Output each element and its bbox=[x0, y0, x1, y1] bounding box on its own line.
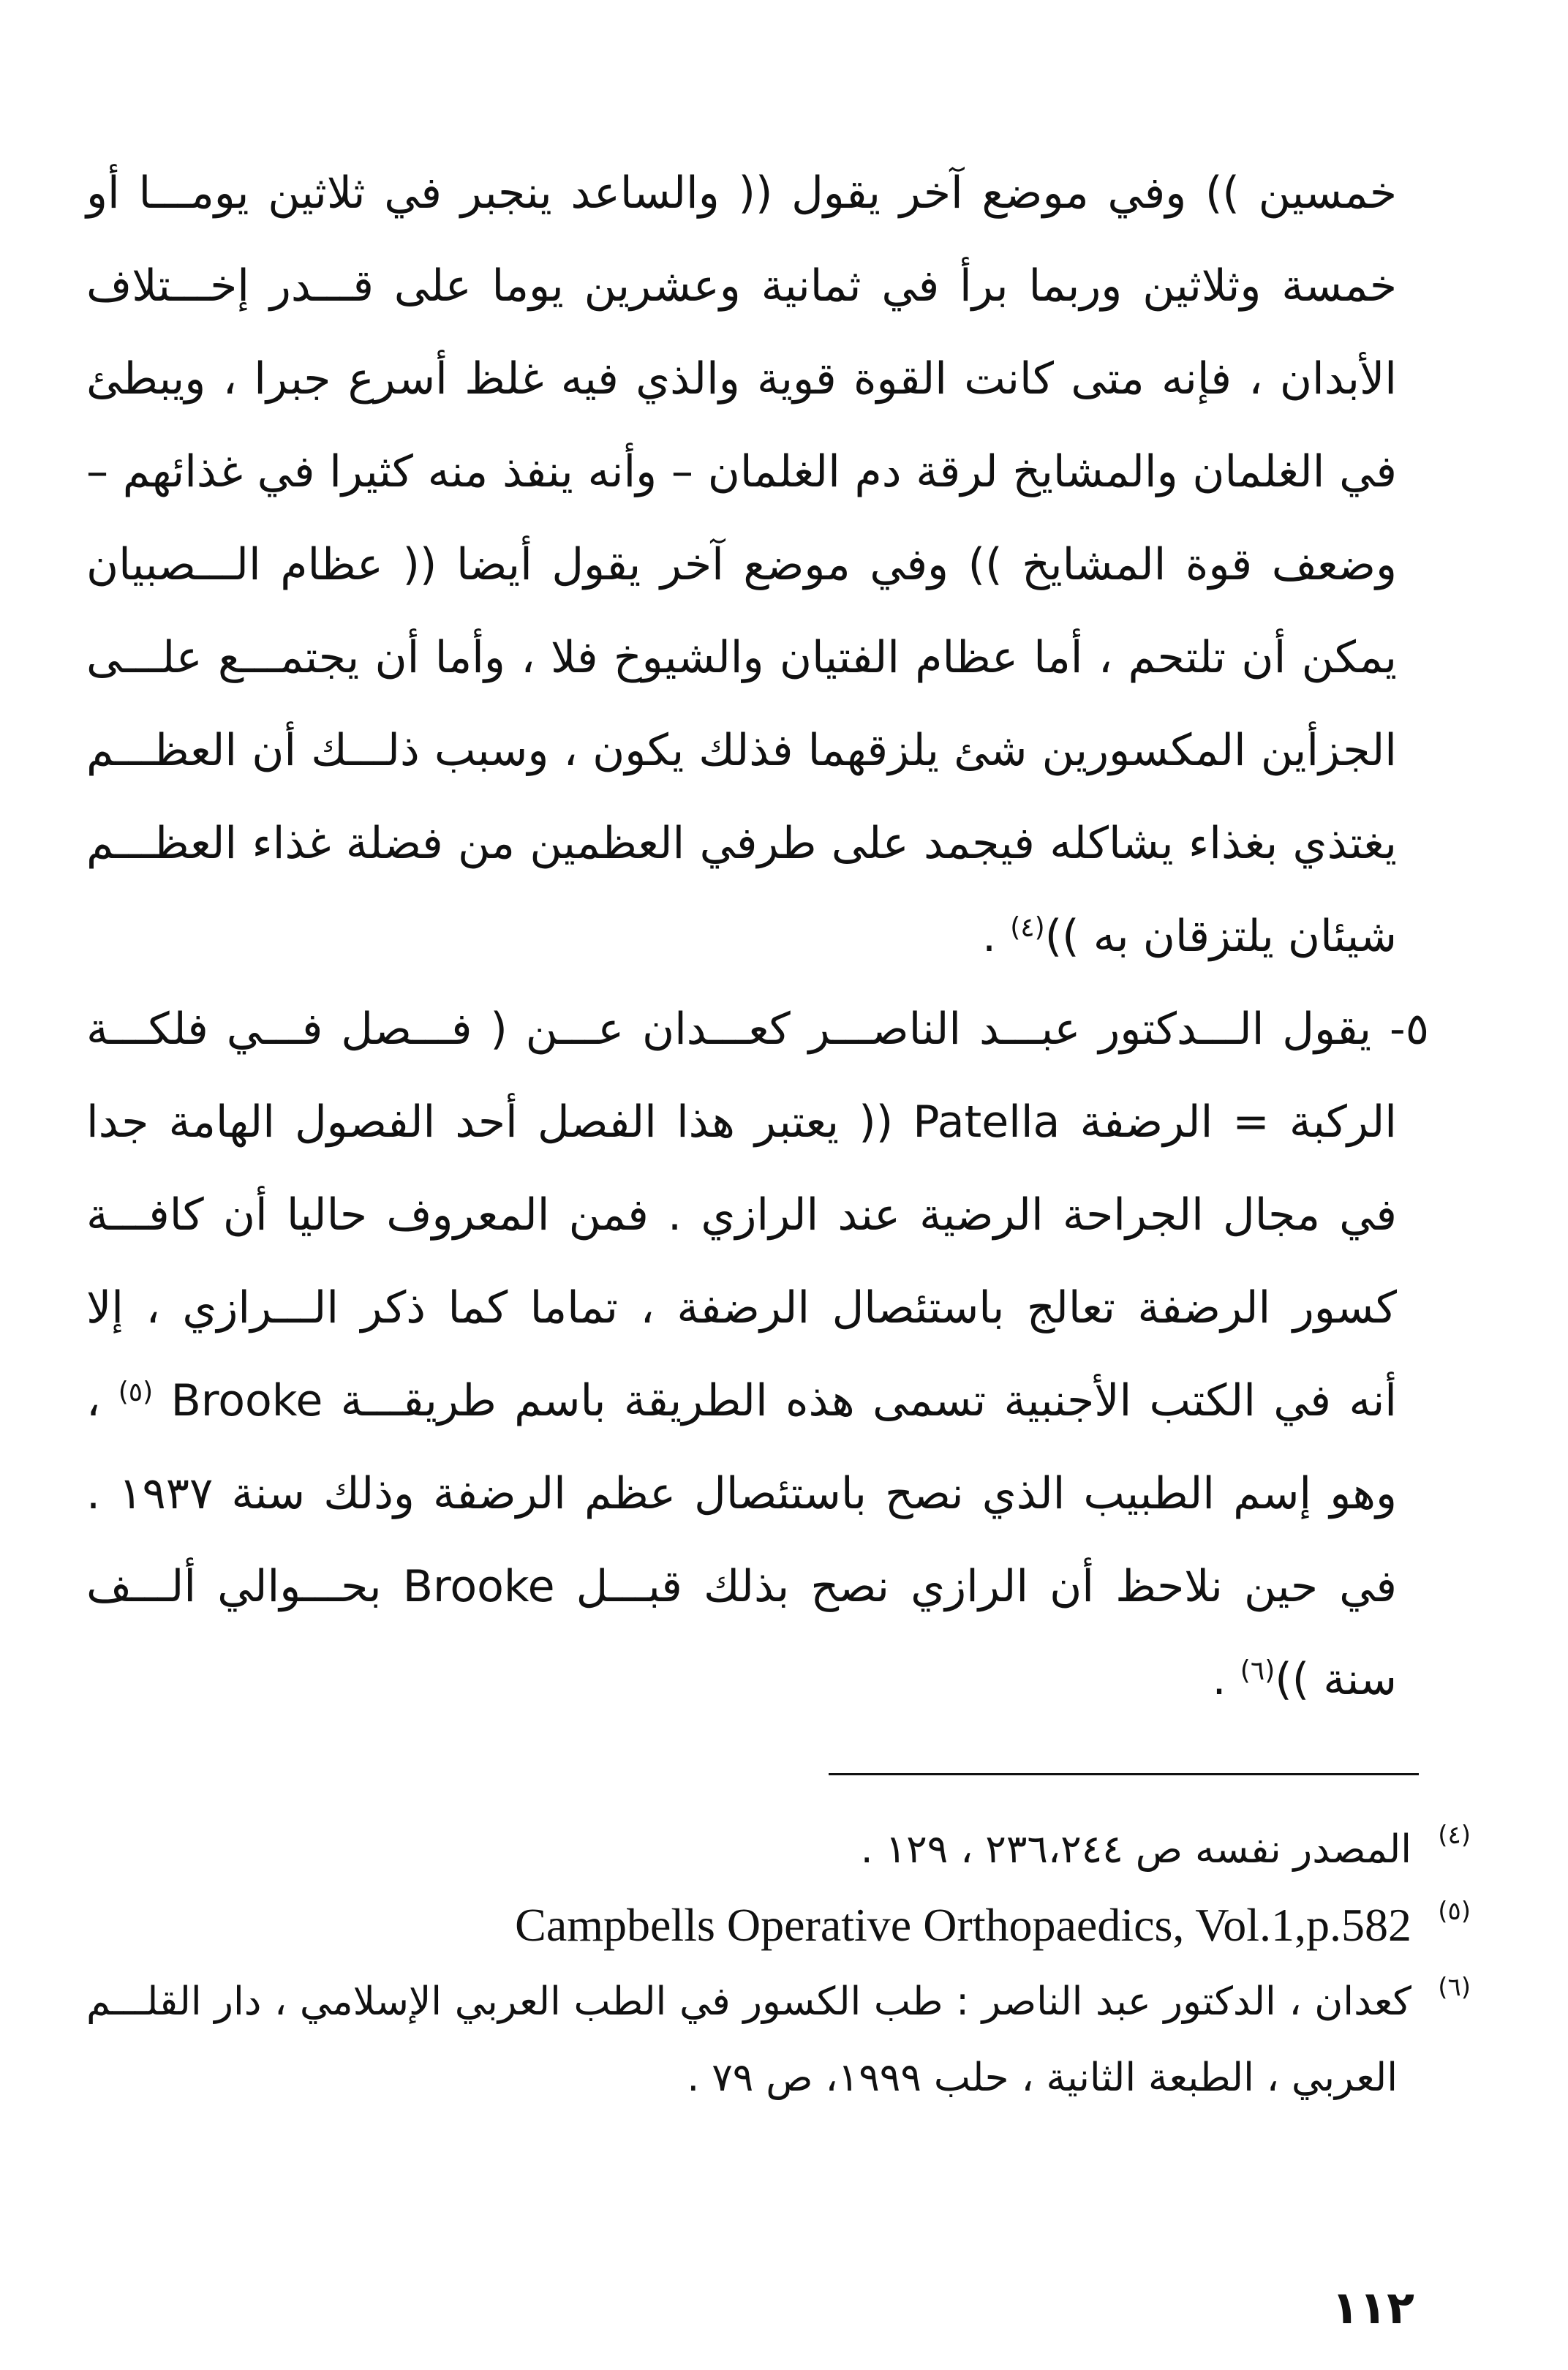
footnote-ref: (٦) bbox=[1240, 1655, 1275, 1687]
page-number: ١١٢ bbox=[1331, 2281, 1414, 2334]
body-line: خمسة وثلاثين وربما برأ في ثمانية وعشرين يوما على قـــدر إخـــتلاف bbox=[86, 260, 1397, 312]
footnote-marker: (٤) bbox=[1438, 1821, 1471, 1850]
body-line: الجزأين المكسورين شئ يلزقهما فذلك يكون ، وسبب ذلـــك أن العظـــم bbox=[86, 725, 1397, 776]
line-text: سنة )) bbox=[1275, 1654, 1397, 1705]
body-line bbox=[86, 1355, 1397, 1448]
line-text: أنه في الكتب الأجنبية تسمى هذه الطريقة باسم طريقـــة Brooke bbox=[153, 1375, 1397, 1426]
body-line: وضعف قوة المشايخ )) وفي موضع آخر يقول أيضا (( عظام الـــصبيان bbox=[86, 539, 1397, 590]
footnote-ref: (٤) bbox=[1010, 912, 1045, 944]
body-line bbox=[86, 890, 1397, 983]
footnote-marker: (٦) bbox=[1438, 1973, 1471, 2002]
line-text: ، bbox=[86, 1375, 118, 1426]
line-text: . bbox=[1212, 1654, 1240, 1705]
footnote-text: كعدان ، الدكتور عبد الناصر : طب الكسور في الطب العربي الإسلامي ، دار القلـــم bbox=[86, 1979, 1411, 2024]
body-line: الأبدان ، فإنه متى كانت القوة قوية والذي فيه غلظ أسرع جبرا ، ويبطئ bbox=[86, 353, 1397, 405]
footnote bbox=[86, 1811, 1471, 1887]
body-line: ٥- يقول الـــدكتور عبـــد الناصـــر كعـــدان عـــن ( فـــصل فـــي فلكـــة bbox=[86, 1004, 1429, 1055]
line-text: . bbox=[981, 911, 1011, 962]
footnote bbox=[86, 1887, 1471, 1963]
footnote-continuation: العربي ، الطبعة الثانية ، حلب ١٩٩٩، ص ٧٩ . bbox=[687, 2055, 1398, 2100]
footnote-ref: (٥) bbox=[118, 1377, 154, 1408]
footnotes bbox=[86, 1811, 1471, 2115]
body-line: خمسين )) وفي موضع آخر يقول (( والساعد ينجبر في ثلاثين يومـــا أو bbox=[86, 168, 1397, 219]
body-line: في مجال الجراحة الرضية عند الرازي . فمن المعروف حاليا أن كافـــة bbox=[86, 1189, 1397, 1241]
footnote-marker: (٥) bbox=[1438, 1897, 1471, 1926]
body-line: الركبة = الرضفة Patella (( يعتبر هذا الفصل أحد الفصول الهامة جدا bbox=[86, 1096, 1397, 1148]
body-line: في الغلمان والمشايخ لرقة دم الغلمان – وأنه ينفذ منه كثيرا في غذائهم – bbox=[86, 446, 1397, 497]
body-line: وهو إسم الطبيب الذي نصح باستئصال عظم الرضفة وذلك سنة ١٩٣٧ . bbox=[86, 1468, 1397, 1519]
footnote-text: Campbells Operative Orthopaedics, Vol.1,p.582 bbox=[515, 1899, 1411, 1951]
body-line: يمكن أن تلتحم ، أما عظام الفتيان والشيوخ فلا ، وأما أن يجتمـــع علـــى bbox=[86, 632, 1397, 683]
line-text: شيئان يلتزقان به )) bbox=[1044, 911, 1397, 962]
footnote-text: المصدر نفسه ص ٢٣٦،٢٤٤ ، ١٢٩ . bbox=[860, 1827, 1411, 1872]
body-text bbox=[86, 147, 1429, 1726]
body-line bbox=[86, 1633, 1397, 1726]
body-line: كسور الرضفة تعالج باستئصال الرضفة ، تماما كما ذكر الـــرازي ، إلا bbox=[86, 1282, 1397, 1333]
footnote bbox=[86, 1963, 1471, 2039]
footnote-separator bbox=[829, 1773, 1419, 1775]
body-line: يغتذي بغذاء يشاكله فيجمد على طرفي العظمين من فضلة غذاء العظـــم bbox=[86, 818, 1397, 869]
body-line: في حين نلاحظ أن الرازي نصح بذلك قبـــل Brooke بحـــوالي ألـــف bbox=[86, 1561, 1397, 1612]
